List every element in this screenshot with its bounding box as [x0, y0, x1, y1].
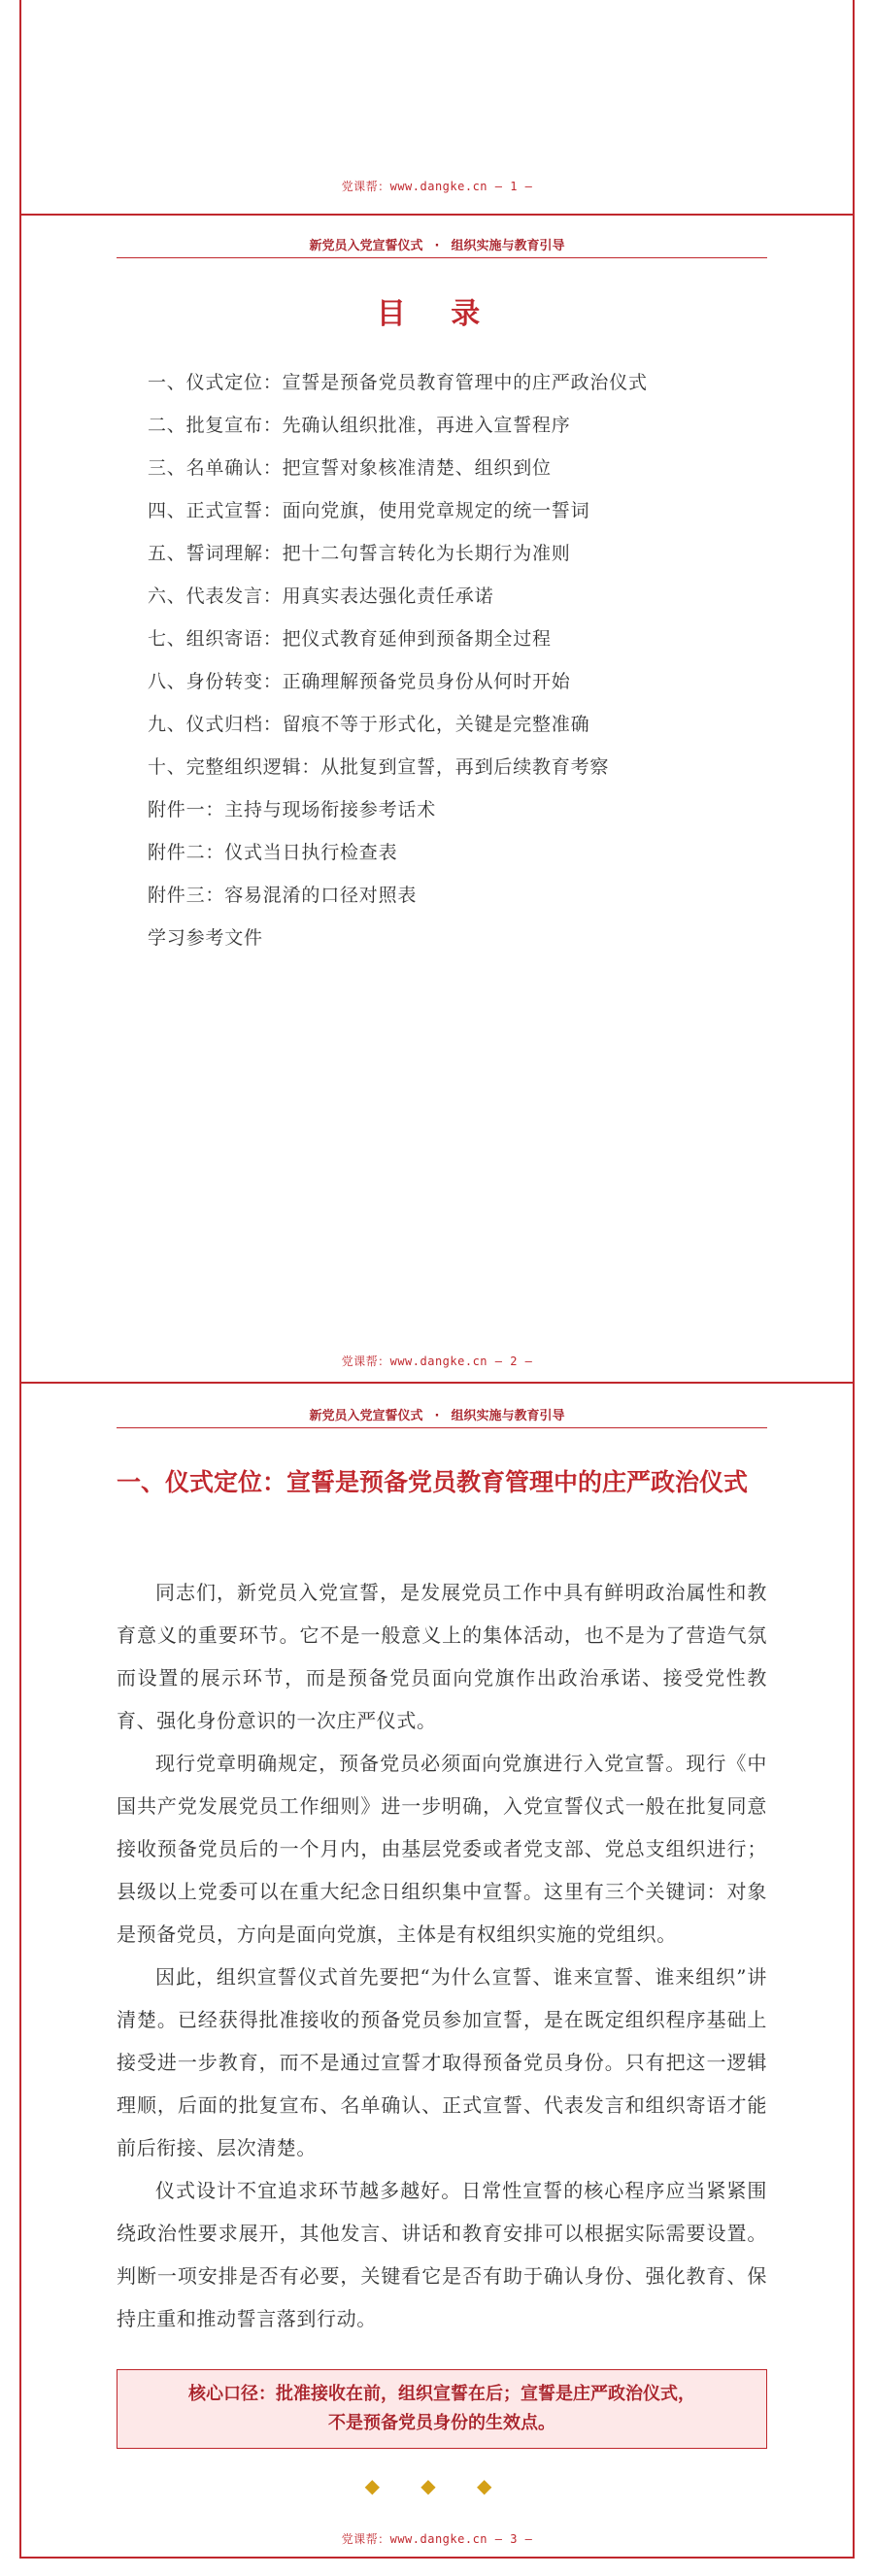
toc-item[interactable]: 附件一：主持与现场衔接参考话术: [148, 799, 437, 820]
toc-item[interactable]: 三、名单确认：把宣誓对象核准清楚、组织到位: [148, 457, 552, 479]
body-paragraph: 因此，组织宣誓仪式首先要把“为什么宣誓、谁来宣誓、谁来组织”讲清楚。已经获得批准接收的预备党员参加宣誓，是在既定组织程序基础上接受进一步教育，而不是通过宣誓才取得预备党员身份。只有把这一逻辑理顺，后面的批复宣布、名单确认、正式宣誓、代表发言和组织寄语才能前后衔接、层次清楚。: [117, 1965, 767, 2159]
toc-item[interactable]: 附件三：容易混淆的口径对照表: [148, 885, 418, 906]
callout-line: 核心口径：批准接收在前，组织宣誓在后；宣誓是庄严政治仪式，: [188, 2384, 695, 2404]
running-header: [117, 1405, 757, 1423]
toc-item[interactable]: 六、代表发言：用真实表达强化责任承诺: [148, 585, 494, 607]
toc-item[interactable]: 一、仪式定位：宣誓是预备党员教育管理中的庄严政治仪式: [148, 372, 648, 393]
page-footer: 党课帮：www.dangke.cn — 2 —: [341, 1355, 533, 1368]
header-rule: [117, 1427, 767, 1428]
running-header: [117, 235, 757, 253]
header-separator: ·: [434, 239, 440, 253]
toc-item[interactable]: 学习参考文件: [148, 927, 263, 949]
toc-item[interactable]: 八、身份转变：正确理解预备党员身份从何时开始: [148, 671, 571, 692]
table-of-contents: [148, 361, 648, 959]
page-footer: 党课帮：www.dangke.cn — 3 —: [341, 2532, 533, 2546]
page-divider: [19, 2557, 855, 2559]
header-subtitle: 组织实施与教育引导: [451, 1409, 565, 1423]
body-paragraph: 同志们，新党员入党宣誓，是发展党员工作中具有鲜明政治属性和教育意义的重要环节。它不是一般意义上的集体活动，也不是为了营造气氛而设置的展示环节，而是预备党员面向党旗作出政治承诺、接受党性教育、强化身份意识的一次庄严仪式。: [117, 1581, 767, 1732]
callout-line: 不是预备党员身份的生效点。: [328, 2413, 555, 2433]
key-point-callout: [117, 2369, 767, 2449]
header-doc-title: 新党员入党宣誓仪式: [309, 239, 423, 253]
body-paragraph: 仪式设计不宜追求环节越多越好。日常性宣誓的核心程序应当紧紧围绕政治性要求展开，其他发言、讲话和教育安排可以根据实际需要设置。判断一项安排是否有必要，关键看它是否有助于确认身份、强化教育、保持庄重和推动誓言落到行动。: [117, 2179, 767, 2330]
toc-title: 目 录: [376, 297, 498, 331]
diamond-ornament-icon: ◆ ◆ ◆: [364, 2474, 510, 2497]
header-rule: [117, 257, 767, 258]
toc-item[interactable]: 五、誓词理解：把十二句誓言转化为长期行为准则: [148, 543, 571, 564]
section-body: [117, 1571, 767, 2340]
body-paragraph: 现行党章明确规定，预备党员必须面向党旗进行入党宣誓。现行《中国共产党发展党员工作细则》进一步明确，入党宣誓仪式一般在批复同意接收预备党员后的一个月内，由基层党委或者党支部、党总支组织进行；县级以上党委可以在重大纪念日组织集中宣誓。这里有三个关键词：对象是预备党员，方向是面向党旗，主体是有权组织实施的党组织。: [117, 1752, 767, 1946]
toc-item[interactable]: 九、仪式归档：留痕不等于形式化，关键是完整准确: [148, 714, 590, 735]
header-doc-title: 新党员入党宣誓仪式: [309, 1409, 423, 1423]
toc-item[interactable]: 七、组织寄语：把仪式教育延伸到预备期全过程: [148, 628, 552, 650]
toc-item[interactable]: 二、批复宣布：先确认组织批准，再进入宣誓程序: [148, 415, 571, 436]
toc-item[interactable]: 附件二：仪式当日执行检查表: [148, 842, 398, 863]
page-footer: 党课帮：www.dangke.cn — 1 —: [341, 180, 533, 193]
toc-item[interactable]: 四、正式宣誓：面向党旗，使用党章规定的统一誓词: [148, 500, 590, 521]
header-subtitle: 组织实施与教育引导: [451, 239, 565, 253]
section-heading: 一、仪式定位：宣誓是预备党员教育管理中的庄严政治仪式: [117, 1468, 749, 1496]
toc-item[interactable]: 十、完整组织逻辑：从批复到宣誓，再到后续教育考察: [148, 756, 610, 778]
header-separator: ·: [434, 1409, 440, 1423]
